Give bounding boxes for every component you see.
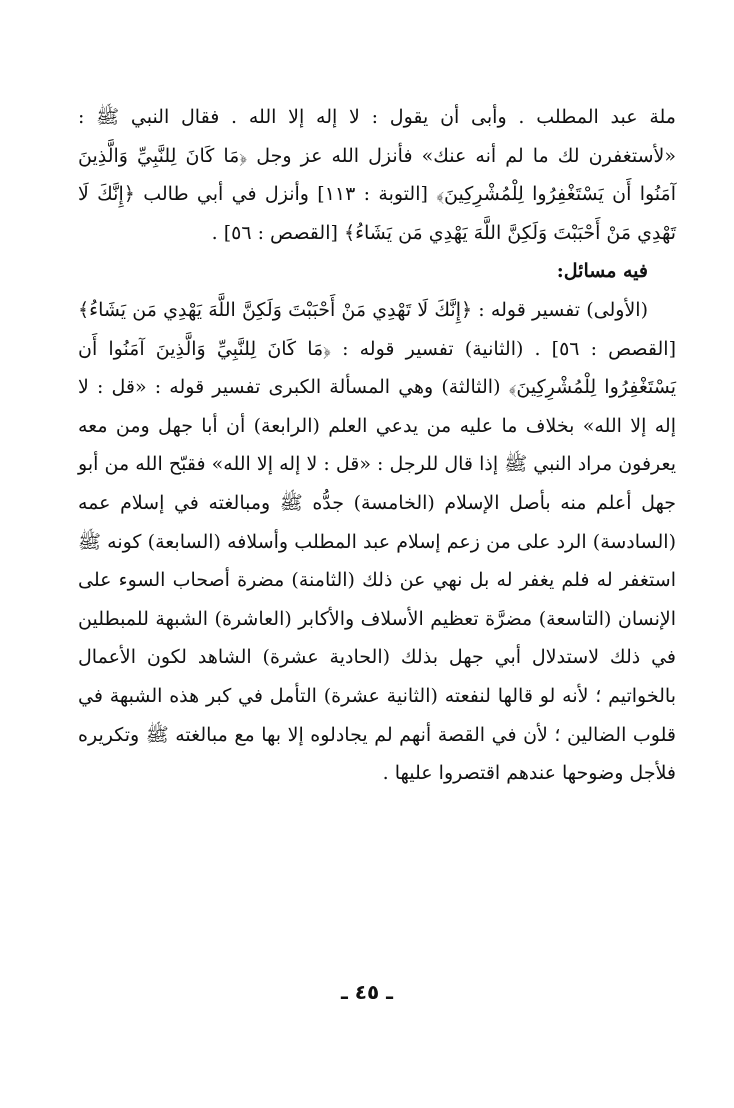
paragraph-1: ملة عبد المطلب . وأبى أن يقول : لا إله إلا الله . فقال النبي ﷺ : «لأستغفرن لك ما لم أنه عنك» فأنزل الله عز وجل ﴿مَا كَانَ لِلنَّبِيِّ وَالَّذِينَ آمَنُوا أَن يَسْتَغْفِرُوا لِلْمُشْرِكِينَ﴾ [التوبة : ١١٣] وأنزل في أبي طالب ﴿إِنَّكَ لَا تَهْدِي مَنْ أَحْبَبْتَ وَلَكِنَّ اللَّهَ يَهْدِي مَن يَشَاءُ﴾ [القصص : ٥٦] . [78,106,676,244]
section-heading: فيه مسائل: [556,260,648,283]
paragraph-2: (الأولى) تفسير قوله : ﴿إِنَّكَ لَا تَهْدِي مَنْ أَحْبَبْتَ وَلَكِنَّ اللَّهَ يَهْدِي مَن يَشَاءُ﴾ [القصص : ٥٦] . (الثانية) تفسير قوله : ﴿مَا كَانَ لِلنَّبِيِّ وَالَّذِينَ آمَنُوا أَن يَسْتَغْفِرُوا لِلْمُشْرِكِينَ﴾ (الثالثة) وهي المسألة الكبرى تفسير قوله : «قل : لا إله إلا الله» بخلاف ما عليه من يدعي العلم (الرابعة) أن أبا جهل ومن معه يعرفون مراد النبي ﷺ إذا قال للرجل : «قل : لا إله إلا الله» فقبّح الله من أبو جهل أعلم منه بأصل الإسلام (الخامسة) جدُّه ﷺ ومبالغته في إسلام عمه (السادسة) الرد على من زعم إسلام عبد المطلب وأسلافه (السابعة) كونه ﷺ استغفر له فلم يغفر له بل نهي عن ذلك (الثامنة) مضرة أصحاب السوء على الإنسان (التاسعة) مضرَّة تعظيم الأسلاف والأكابر (العاشرة) الشبهة للمبطلين في ذلك لاستدلال أبي جهل بذلك (الحادية عشرة) الشاهد لكون الأعمال بالخواتيم ؛ لأنه لو قالها لنفعته (الثانية عشرة) التأمل في كبر هذه الشبهة في قلوب الضالين ؛ لأن في القصة أنهم لم يجادلوه إلا بها مع مبالغته ﷺ وتكريره فلأجل وضوحها عندهم اقتصروا عليها . [78,298,676,785]
page-number: ـ ٤٥ ـ [340,980,394,1004]
page-body [78,98,676,793]
